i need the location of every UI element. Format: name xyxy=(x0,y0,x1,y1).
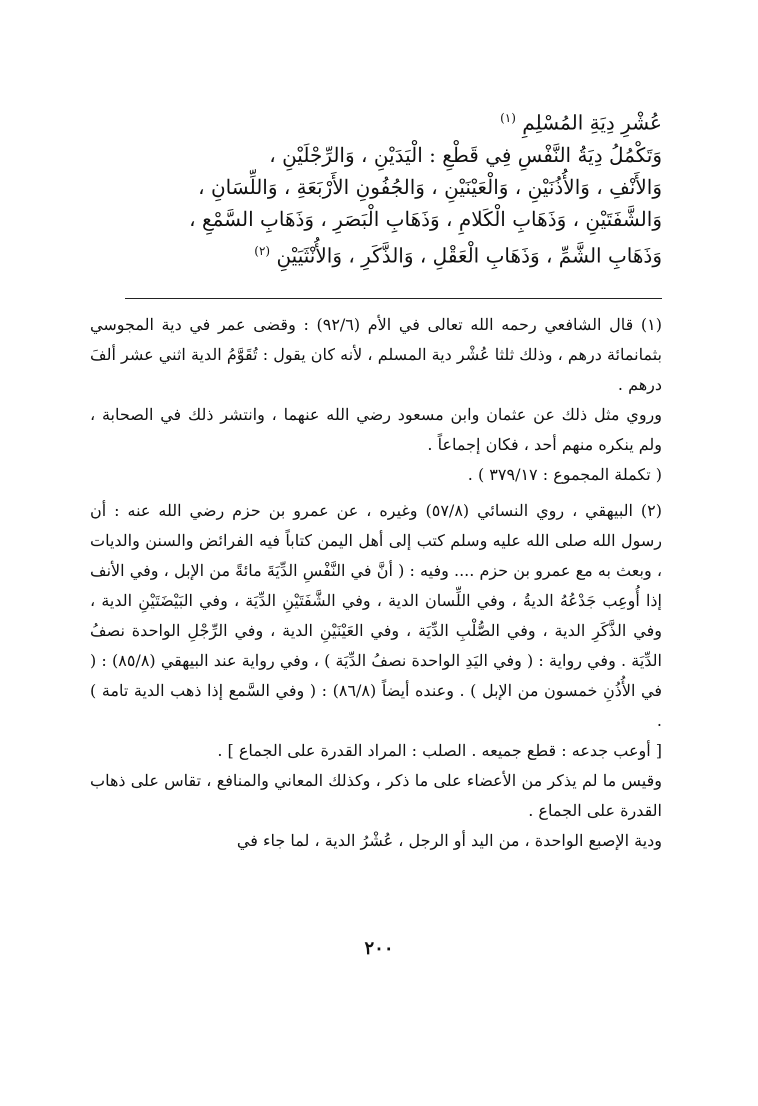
main-line: وَالشَّفَتَيْنِ ، وَذَهَابِ الْكَلامِ ، وَذَهَابِ الْبَصَرِ ، وَذَهَابِ السَّمْعِ ، xyxy=(189,206,662,231)
footnote-ref-2[interactable]: (٢) xyxy=(254,243,271,258)
main-line-text: وَذَهَابِ الشَّمِّ ، وَذَهَابِ الْعَقْلِ ، وَالذَّكَرِ ، وَالأُنْثَيَيْنِ xyxy=(276,243,662,268)
footnote-ref-1[interactable]: (١) xyxy=(500,111,516,125)
main-line-text: عُشْرِ دِيَةِ المُسْلِمِ xyxy=(522,110,662,135)
main-line: وَالأَنْفِ ، وَالأُذُنَيْنِ ، وَالْعَيْنَيْنِ ، وَالجُفُونِ الأَرْبَعَةِ ، وَاللِّسَانِ ، xyxy=(198,174,662,199)
footnote-1-para: وروي مثل ذلك عن عثمان وابن مسعود رضي الله عنهما ، وانتشر ذلك في الصحابة ، ولم ينكره منهم أحد ، فكان إجماعاً . xyxy=(90,405,662,454)
footnote-2-para: ودية الإصبع الواحدة ، من اليد أو الرجل ، عُشْرُ الدية ، لما جاء في xyxy=(236,831,662,850)
main-text xyxy=(88,102,662,271)
footnote-2-para: وقيس ما لم يذكر من الأعضاء على ما ذكر ، وكذلك المعاني والمنافع ، تقاس على ذهاب القدرة على الجماع . xyxy=(90,771,662,820)
footnote-1-para: (١) قال الشافعي رحمه الله تعالى في الأم (٩٢/٦) : وقضى عمر في دية المجوسي بثمانمائة درهم ، وذلك ثلثا عُشْر دية المسلم ، لأنه كان يقول : تُقَوَّمُ الدية اثني عشر ألفَ درهم . xyxy=(90,315,662,394)
footnotes xyxy=(90,310,662,856)
main-line: وَتَكْمُلُ دِيَةُ النَّفْسِ فِي قَطْعِ : الْيَدَيْنِ ، وَالرِّجْلَيْنِ ، xyxy=(269,142,662,167)
main-line xyxy=(88,235,662,272)
main-line xyxy=(88,102,662,139)
footnote-divider xyxy=(125,298,662,299)
footnote-1-source: ( تكملة المجموع : ٣٧٩/١٧ ) . xyxy=(467,465,662,484)
footnote-2-para: (٢) البيهقي ، روي النسائي (٥٧/٨) وغيره ، عن عمرو بن حزم رضي الله عنه : أن رسول الله صلى الله عليه وسلم كتب إلى أهل اليمن كتاباً فيه الفرائض والسنن والديات ، وبعث به مع عمرو بن حزم .... وفيه : ( أنَّ في النَّفْسِ الدِّيَةَ مائةً من الإبل ، وفي الأنف إذا أُوعِب جَدْعُهُ الديةُ ، وفي اللِّسان الدية ، وفي الشَّفَتَيْنِ الدِّيَة ، وفي البَيْضَتَيْنِ الدية ، وفي الذَّكَرِ الدية ، وفي الصُّلْبِ الدِّيَة ، وفي العَيْنَيْنِ الدية ، وفي الرِّجْلِ الواحدة نصفُ الدِّيَة . وفي رواية : ( وفي اليَدِ الواحدة نصفُ الدِّيَة ) ، وفي رواية عند البيهقي (٨٥/٨) : ( في الأُذُنِ خمسون من الإبل ) . وعنده أيضاً (٨٦/٨) : ( وفي السَّمع إذا ذهب الدية تامة ) . xyxy=(90,501,663,730)
page-number: ٢٠٠ xyxy=(364,938,394,959)
footnote-2-gloss: [ أوعب جدعه : قطع جميعه . الصلب : المراد القدرة على الجماع ] . xyxy=(217,741,662,760)
